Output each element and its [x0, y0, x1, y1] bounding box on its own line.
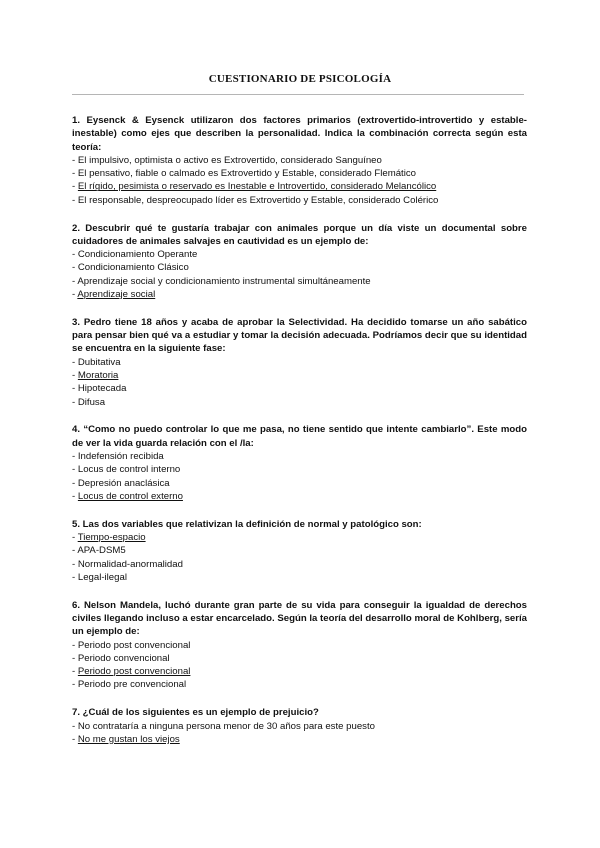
answer-option	[72, 154, 527, 167]
correct-answer-label: Locus de control externo	[77, 490, 183, 502]
option-list	[72, 248, 527, 301]
option-bullet: -	[72, 370, 78, 382]
option-bullet: -	[72, 154, 78, 166]
question-block	[72, 423, 527, 503]
option-label: Depresión anaclásica	[77, 477, 170, 489]
answer-option	[72, 639, 527, 652]
title-divider	[72, 94, 524, 95]
answer-option	[72, 450, 527, 463]
question-block	[72, 518, 527, 584]
option-label: Aprendizaje social y condicionamiento instrumental simultáneamente	[77, 275, 371, 287]
answer-option	[72, 369, 527, 382]
question-block	[72, 114, 527, 207]
option-bullet: -	[72, 275, 78, 287]
option-bullet: -	[72, 639, 78, 651]
option-list	[72, 450, 527, 503]
option-label: El responsable, despreocupado líder es Extrovertido y Estable, considerado Colérico	[77, 194, 439, 206]
question-block	[72, 222, 527, 302]
option-bullet: -	[72, 545, 78, 557]
option-label: Legal-ilegal	[77, 571, 127, 583]
question-block	[72, 599, 527, 692]
option-label: Dubitativa	[77, 356, 121, 368]
option-bullet: -	[72, 262, 78, 274]
option-bullet: -	[72, 733, 78, 745]
question-text: 5. Las dos variables que relativizan la definición de normal y patológico son:	[72, 518, 422, 530]
answer-option	[72, 490, 527, 503]
option-label: APA-DSM5	[77, 545, 126, 557]
answer-option	[72, 531, 527, 544]
option-label: Periodo convencional	[77, 652, 170, 664]
option-label: Periodo pre convencional	[77, 679, 187, 691]
option-label: Periodo post convencional	[77, 639, 191, 651]
option-bullet: -	[72, 356, 78, 368]
option-bullet: -	[72, 558, 78, 570]
correct-answer-label: Periodo post convencional	[77, 666, 191, 678]
option-bullet: -	[72, 679, 78, 691]
option-label: No contrataría a ninguna persona menor de 30 años para este puesto	[77, 720, 375, 732]
option-bullet: -	[72, 666, 78, 678]
answer-option	[72, 261, 527, 274]
answer-option	[72, 558, 527, 571]
option-label: Condicionamiento Operante	[77, 249, 198, 261]
option-label: Hipotecada	[77, 383, 127, 395]
option-bullet: -	[72, 383, 78, 395]
question-text: 7. ¿Cuál de los siguientes es un ejemplo de prejuicio?	[72, 707, 319, 719]
option-bullet: -	[72, 571, 78, 583]
option-bullet: -	[72, 477, 78, 489]
option-bullet: -	[72, 194, 78, 206]
question-text: 2. Descubrir qué te gustaría trabajar con animales porque un día viste un documental sobre cuidadores de animales salvajes en cautividad es un ejemplo de:	[72, 222, 527, 247]
option-label: El pensativo, fiable o calmado es Extrovertido y Estable, considerado Flemático	[77, 168, 416, 180]
option-bullet: -	[72, 168, 78, 180]
option-label: Difusa	[77, 396, 106, 408]
answer-option	[72, 720, 527, 733]
option-bullet: -	[72, 249, 78, 261]
option-bullet: -	[72, 396, 78, 408]
answer-option	[72, 477, 527, 490]
answer-option	[72, 652, 527, 665]
option-bullet: -	[72, 532, 78, 544]
question-text: 4. “Como no puedo controlar lo que me pasa, no tiene sentido que intente cambiarlo”. Este modo de ver la vida guarda relación con el /la:	[72, 424, 527, 449]
answer-option	[72, 356, 527, 369]
correct-answer-label: Moratoria	[77, 370, 119, 382]
answer-option	[72, 382, 527, 395]
option-bullet: -	[72, 490, 78, 502]
option-list	[72, 154, 527, 207]
option-label: Normalidad-anormalidad	[77, 558, 183, 570]
answer-option	[72, 180, 527, 193]
option-list	[72, 356, 527, 409]
answer-option	[72, 665, 527, 678]
question-text: 3. Pedro tiene 18 años y acaba de aprobar la Selectividad. Ha decidido tomarse un año sabático para pensar bien qué va a estudiar y tomar la decisión adecuada. Podríamos decir que su identidad se encuentra en la siguiente fase:	[72, 316, 527, 355]
option-label: Locus de control interno	[77, 464, 181, 476]
answer-option	[72, 678, 527, 691]
option-label: Indefensión recibida	[77, 451, 164, 463]
option-bullet: -	[72, 464, 78, 476]
option-bullet: -	[72, 652, 78, 664]
question-text: 1. Eysenck & Eysenck utilizaron dos factores primarios (extrovertido-introvertido y estable-inestable) como ejes que describen la personalidad. Indica la combinación correcta según esta teoría:	[72, 115, 527, 153]
option-list	[72, 639, 527, 692]
answer-option	[72, 571, 527, 584]
answer-option	[72, 194, 527, 207]
answer-option	[72, 248, 527, 261]
answer-option	[72, 288, 527, 301]
answer-option	[72, 544, 527, 557]
document-title: CUESTIONARIO DE PSICOLOGÍA	[208, 73, 392, 85]
option-bullet: -	[72, 720, 78, 732]
option-bullet: -	[72, 181, 78, 193]
correct-answer-label: No me gustan los viejos	[77, 733, 180, 745]
correct-answer-label: El rígido, pesimista o reservado es Inestable e Introvertido, considerado Melancólico	[77, 181, 437, 193]
option-list	[72, 531, 527, 584]
option-label: Condicionamiento Clásico	[77, 262, 189, 274]
answer-option	[72, 275, 527, 288]
option-bullet: -	[72, 451, 78, 463]
correct-answer-label: Aprendizaje social	[77, 289, 156, 301]
option-bullet: -	[72, 289, 78, 301]
question-list	[72, 114, 527, 761]
answer-option	[72, 167, 527, 180]
answer-option	[72, 463, 527, 476]
answer-option	[72, 733, 527, 746]
question-text: 6. Nelson Mandela, luchó durante gran parte de su vida para conseguir la igualdad de derechos civiles llegando incluso a estar encarcelado. Según la teoría del desarrollo moral de Kohlberg, sería un ejemplo de:	[72, 599, 527, 638]
answer-option	[72, 396, 527, 409]
question-block	[72, 316, 527, 409]
question-block	[72, 706, 527, 746]
correct-answer-label: Tiempo-espacio	[77, 532, 146, 544]
option-list	[72, 720, 527, 747]
option-label: El impulsivo, optimista o activo es Extrovertido, considerado Sanguíneo	[77, 154, 382, 166]
